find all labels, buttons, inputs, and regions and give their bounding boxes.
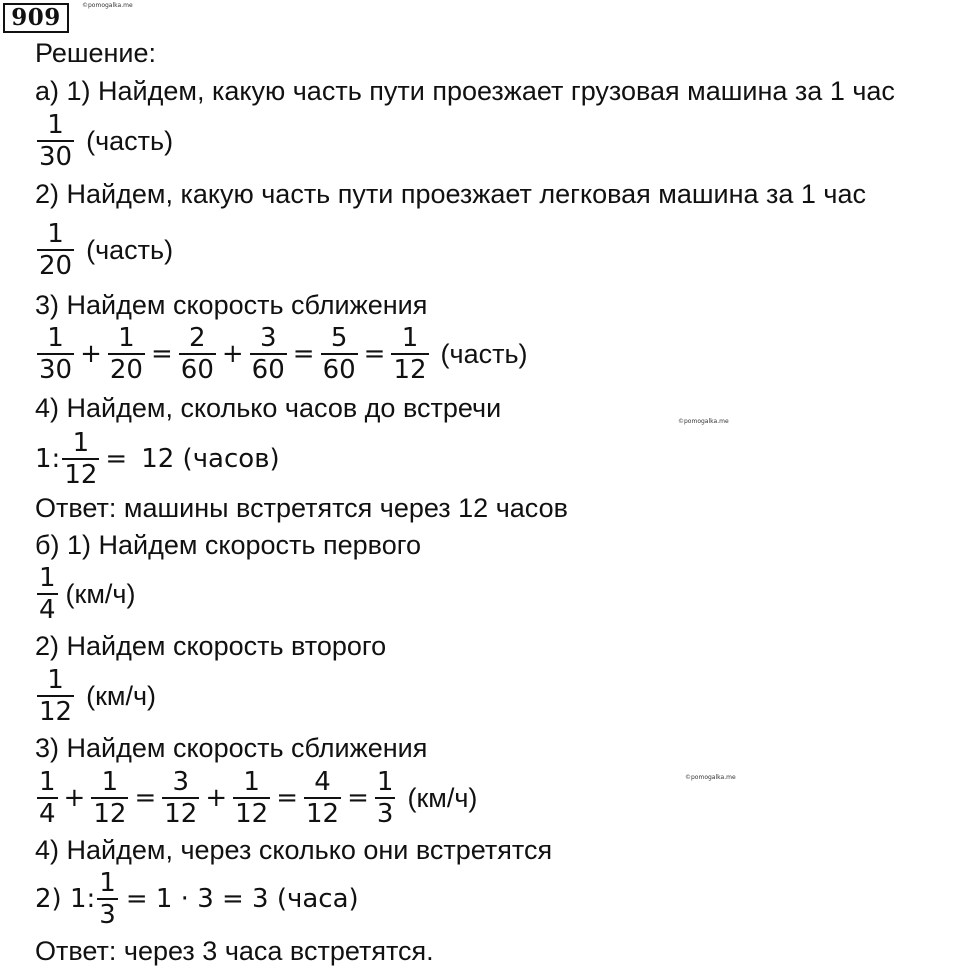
plus-sign: + xyxy=(63,783,86,813)
numerator: 1 xyxy=(47,665,64,695)
fraction xyxy=(37,563,58,625)
plus-sign: + xyxy=(80,339,102,369)
fraction xyxy=(37,323,74,385)
result-text: 12 (часов) xyxy=(141,444,280,474)
fraction xyxy=(233,767,270,829)
unit-label: (км/ч) xyxy=(65,578,136,609)
part-b-step-2: 2) Найдем скорость второго xyxy=(35,631,387,661)
unit-label: (часть) xyxy=(440,338,528,369)
unit-label: (км/ч) xyxy=(86,680,157,711)
part-a-step-1: а) 1) Найдем, какую часть пути проезжает грузовая машина за 1 час xyxy=(35,76,895,106)
equals-sign: = xyxy=(347,783,369,813)
part-b-equation-4 xyxy=(35,868,359,930)
part-a-step-2: 2) Найдем, какую часть пути проезжает легковая машина за 1 час xyxy=(35,179,867,209)
denominator: 60 xyxy=(322,355,356,385)
numerator: 4 xyxy=(314,767,331,797)
numerator: 1 xyxy=(243,767,260,797)
equals-sign: = xyxy=(292,339,315,369)
fraction xyxy=(37,665,74,727)
fraction xyxy=(321,323,358,385)
equals-sign: = xyxy=(363,339,386,369)
numerator: 1 xyxy=(47,219,64,249)
fraction xyxy=(375,767,396,829)
numerator: 1 xyxy=(118,323,135,353)
fraction xyxy=(37,767,58,829)
result-text: = 1 · 3 = 3 (часа) xyxy=(125,884,359,914)
part-a-step-4: 4) Найдем, сколько часов до встречи xyxy=(35,393,502,423)
division-lead: 2) 1: xyxy=(35,884,96,914)
numerator: 1 xyxy=(39,563,56,593)
unit-label: (часть) xyxy=(86,234,174,265)
numerator: 3 xyxy=(259,323,277,353)
part-a-equation-3 xyxy=(35,323,528,385)
denominator: 3 xyxy=(376,799,394,829)
fraction xyxy=(91,767,128,829)
denominator: 12 xyxy=(164,799,198,829)
denominator: 12 xyxy=(39,697,73,727)
part-a-equation-4 xyxy=(35,428,280,490)
denominator: 60 xyxy=(251,355,285,385)
denominator: 4 xyxy=(39,799,56,829)
part-b-answer: Ответ: через 3 часа встретятся. xyxy=(35,936,434,966)
denominator: 20 xyxy=(109,355,143,385)
solution-heading: Решение: xyxy=(35,38,157,68)
part-a-step-3: 3) Найдем скорость сближения xyxy=(35,290,428,320)
fraction xyxy=(37,219,74,281)
part-b-step-3: 3) Найдем скорость сближения xyxy=(35,733,428,763)
numerator: 2 xyxy=(189,323,206,353)
numerator: 1 xyxy=(101,767,119,797)
watermark: ©pomogalka.me xyxy=(685,774,736,781)
numerator: 1 xyxy=(376,767,394,797)
numerator: 1 xyxy=(47,110,64,140)
part-a-answer: Ответ: машины встретятся через 12 часов xyxy=(35,493,568,523)
watermark: ©pomogalka.me xyxy=(678,418,729,425)
fraction xyxy=(304,767,341,829)
watermark: ©pomogalka.me xyxy=(82,2,133,9)
denominator: 3 xyxy=(99,900,116,930)
problem-number-badge: 909 xyxy=(3,3,69,33)
part-b-step-4: 4) Найдем, через сколько они встретятся xyxy=(35,835,553,865)
part-b-fraction-1 xyxy=(35,563,135,625)
denominator: 60 xyxy=(180,355,214,385)
part-a-fraction-1 xyxy=(35,110,173,172)
numerator: 1 xyxy=(72,428,90,458)
numerator: 1 xyxy=(47,323,64,353)
numerator: 5 xyxy=(330,323,348,353)
equals-sign: = xyxy=(134,783,157,813)
denominator: 30 xyxy=(39,355,73,385)
plus-sign: + xyxy=(221,339,244,369)
denominator: 12 xyxy=(64,460,98,490)
numerator: 1 xyxy=(401,323,419,353)
fraction xyxy=(108,323,145,385)
denominator: 12 xyxy=(393,355,427,385)
equals-sign: = xyxy=(105,444,128,474)
fraction xyxy=(179,323,216,385)
fraction xyxy=(62,428,99,490)
numerator: 3 xyxy=(172,767,190,797)
fraction xyxy=(391,323,428,385)
denominator: 20 xyxy=(39,251,73,281)
fraction xyxy=(162,767,199,829)
denominator: 4 xyxy=(39,595,56,625)
unit-label: (часть) xyxy=(86,125,174,156)
part-b-step-1: б) 1) Найдем скорость первого xyxy=(35,530,421,560)
denominator: 30 xyxy=(39,142,73,172)
fraction xyxy=(37,110,74,172)
numerator: 1 xyxy=(39,767,56,797)
equals-sign: = xyxy=(150,339,173,369)
part-b-fraction-2 xyxy=(35,665,156,727)
fraction xyxy=(250,323,287,385)
equals-sign: = xyxy=(276,783,299,813)
denominator: 12 xyxy=(235,799,269,829)
division-lead: 1: xyxy=(35,444,61,474)
part-a-fraction-2 xyxy=(35,219,173,281)
numerator: 1 xyxy=(99,868,116,898)
denominator: 12 xyxy=(306,799,340,829)
plus-sign: + xyxy=(205,783,228,813)
fraction xyxy=(97,868,118,930)
denominator: 12 xyxy=(93,799,127,829)
unit-label: (км/ч) xyxy=(407,782,478,813)
part-b-equation-3 xyxy=(35,767,477,829)
